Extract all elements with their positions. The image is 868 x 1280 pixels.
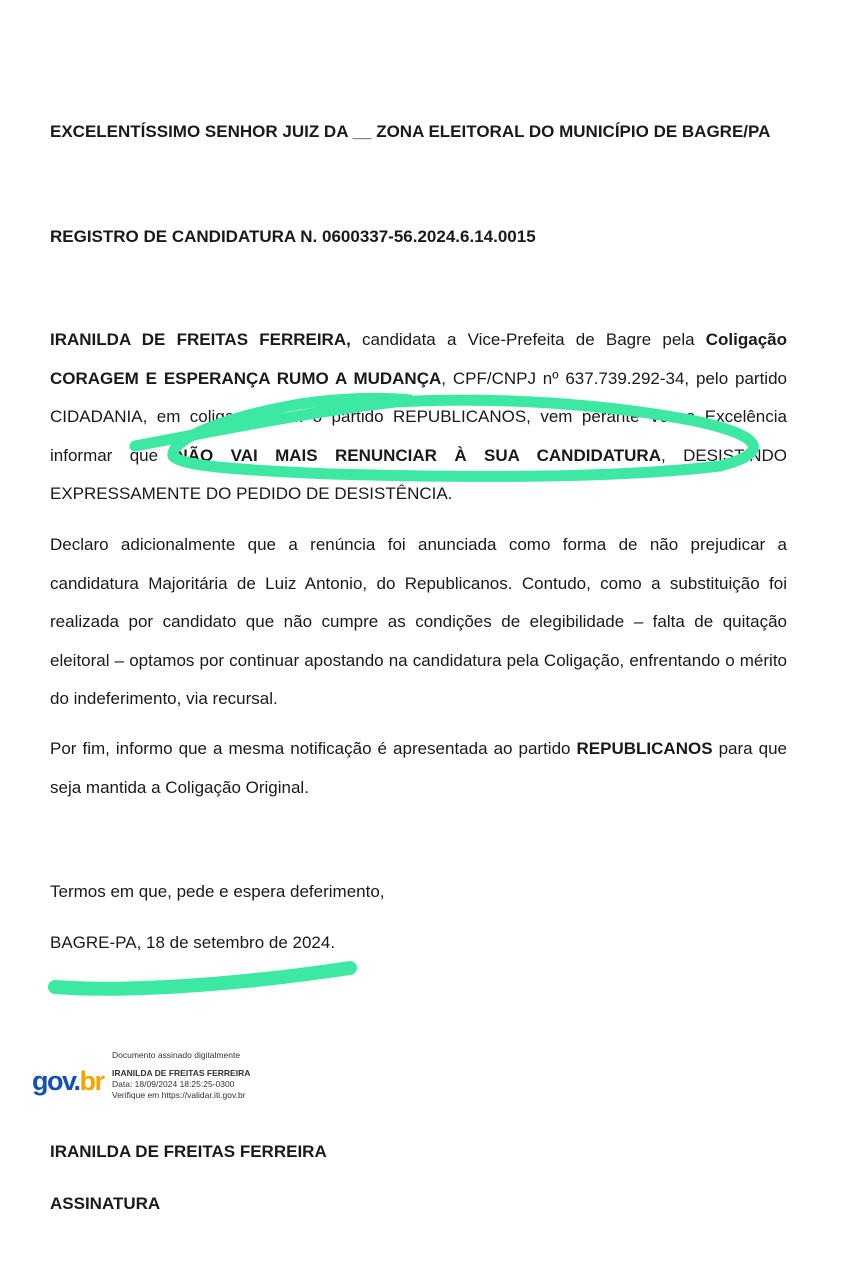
- paragraph3-text-2: para que seja mantida a Coligação Original.: [50, 739, 787, 797]
- paragraph-declaration: [50, 321, 787, 514]
- seal-date: Data: 18/09/2024 18:25:25-0300: [112, 1079, 235, 1089]
- paragraph3-text-1: Por fim, informo que a mesma notificação é apresentada ao partido: [50, 739, 577, 758]
- digital-signature-seal: [32, 1050, 332, 1110]
- closing-terms: Termos em que, pede e espera deferimento,: [50, 882, 385, 901]
- paragraph1-text-3: , DESISTINDO EXPRESSAMENTE DO PEDIDO DE DESISTÊNCIA.: [50, 445, 787, 503]
- registration-number: REGISTRO DE CANDIDATURA N. 0600337-56.2024.6.14.0015: [50, 227, 536, 246]
- party-name: REPUBLICANOS: [576, 739, 713, 758]
- paragraph1-text-2: , CPF/CNPJ nº 637.739.292-34, pelo partido CIDADANIA, em coligação com o partido REPUBLICANOS, vem perante Vossa Excelência informar que: [50, 368, 787, 465]
- paragraph1-text-1: candidata a Vice-Prefeita de Bagre pela: [350, 330, 706, 349]
- addressee-heading: EXCELENTÍSSIMO SENHOR JUIZ DA __ ZONA ELEITORAL DO MUNICÍPIO DE BAGRE/PA: [50, 122, 771, 141]
- place-date: BAGRE-PA, 18 de setembro de 2024.: [50, 933, 336, 952]
- seal-signer: IRANILDA DE FREITAS FERREIRA: [112, 1068, 251, 1078]
- seal-title: Documento assinado digitalmente: [112, 1050, 241, 1060]
- paragraph-explanation: Declaro adicionalmente que a renúncia foi anunciada como forma de não prejudicar a candidatura Majoritária de Luiz Antonio, do Republicanos. Contudo, como a substituição foi realizada por candidato que não cumpre as condições de elegibilidade – falta de quitação eleitoral – optamos por continuar apostando na candidatura pela Coligação, enfrentando o mérito do indeferimento, via recursal.: [50, 535, 787, 708]
- seal-verify-link: Verifique em https://validar.iti.gov.br: [112, 1090, 246, 1100]
- paragraph-notification: [50, 730, 787, 807]
- decision-statement: NÃO VAI MAIS RENUNCIAR À SUA CANDIDATURA: [175, 445, 661, 465]
- signer-name: IRANILDA DE FREITAS FERREIRA: [50, 1142, 327, 1161]
- candidate-name: IRANILDA DE FREITAS FERREIRA,: [50, 330, 351, 349]
- gov-br-logo: gov.br: [32, 1066, 104, 1096]
- signature-label: ASSINATURA: [50, 1194, 161, 1213]
- coalition-name: Coligação CORAGEM E ESPERANÇA RUMO A MUDANÇA: [50, 330, 788, 388]
- highlighter-underline-mark: [55, 968, 350, 989]
- seal-details: [112, 1050, 250, 1101]
